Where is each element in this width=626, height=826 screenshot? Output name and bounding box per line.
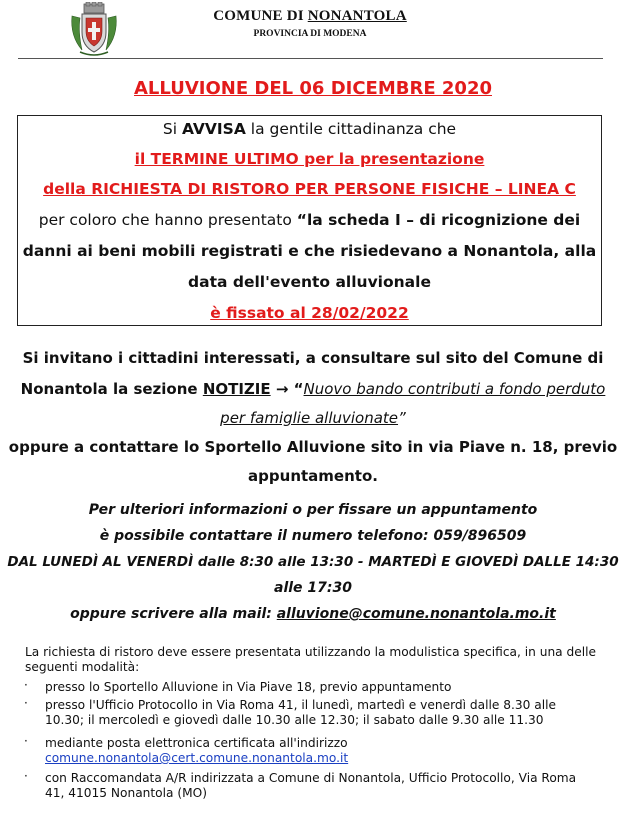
deadline-text: è fissato al 28/02/2022 bbox=[210, 304, 409, 322]
comune-name: COMUNE DI NONANTOLA bbox=[213, 8, 407, 24]
letterhead bbox=[0, 0, 626, 60]
notice-line-4: per coloro che hanno presentato “la scheda I – di ricognizione dei bbox=[38, 211, 581, 229]
invite-line-3: per famiglie alluvionate” bbox=[220, 409, 406, 427]
notice-box bbox=[17, 115, 602, 326]
invite-line-5: appuntamento. bbox=[248, 467, 378, 485]
provincia-name: PROVINCIA DI MODENA bbox=[253, 29, 367, 39]
list-item: presso lo Sportello Alluvione in Via Piave 18, previo appuntamento bbox=[45, 680, 452, 694]
modalita-intro: La richiesta di ristoro deve essere presentata utilizzando la modulistica specifica, in una delle seguenti modalità: bbox=[25, 645, 597, 674]
list-item: con Raccomandata A/R indirizzata a Comune di Nonantola, Ufficio Protocollo, Via Roma 41, 41015 Nonantola (MO) bbox=[45, 771, 577, 800]
notice-line-3: della RICHIESTA DI RISTORO PER PERSONE FISICHE – LINEA C bbox=[43, 180, 576, 198]
municipal-crest-icon bbox=[68, 2, 120, 58]
pec-email-link[interactable]: comune.nonantola@cert.comune.nonantola.mo.it bbox=[45, 751, 349, 765]
notice-line-1: Si AVVISA la gentile cittadinanza che bbox=[162, 120, 457, 138]
bullet-icon: · bbox=[24, 678, 28, 692]
header-divider bbox=[18, 58, 603, 59]
contact-line-1: Per ulteriori informazioni o per fissare un appuntamento bbox=[88, 502, 538, 518]
bando-title-link[interactable]: Nuovo bando contributi a fondo perduto bbox=[303, 380, 606, 398]
bullet-icon: · bbox=[24, 696, 28, 710]
contact-hours: DAL LUNEDÌ AL VENERDÌ dalle 8:30 alle 13:30 - MARTEDÌ E GIOVEDÌ DALLE 14:30 bbox=[7, 554, 619, 570]
invite-line-1: Si invitano i cittadini interessati, a consultare sul sito del Comune di bbox=[22, 349, 604, 367]
bullet-icon: · bbox=[24, 734, 28, 748]
notice-line-2: il TERMINE ULTIMO per la presentazione bbox=[134, 150, 485, 168]
invite-line-2: Nonantola la sezione NOTIZIE → “Nuovo bando contributi a fondo perduto bbox=[20, 380, 606, 398]
page-title: ALLUVIONE DEL 06 DICEMBRE 2020 bbox=[134, 78, 492, 99]
email-link[interactable]: alluvione@comune.nonantola.mo.it bbox=[276, 606, 556, 622]
contact-hours-end: alle 17:30 bbox=[274, 580, 352, 596]
notizie-link[interactable]: NOTIZIE bbox=[202, 380, 271, 398]
notice-line-6: data dell'evento alluvionale bbox=[188, 273, 431, 291]
contact-mail-line: oppure scrivere alla mail: alluvione@comune.nonantola.mo.it bbox=[70, 606, 556, 622]
invite-line-4: oppure a contattare lo Sportello Alluvione sito in via Piave n. 18, previo bbox=[8, 438, 618, 456]
list-item: presso l'Ufficio Protocollo in Via Roma 41, il lunedì, martedì e venerdì dalle 8.30 alle 10.30; il mercoledì e giovedì dalle 10.30 alle 12.30; il sabato dalle 9.30 alle 11.30 bbox=[45, 698, 556, 727]
list-item: mediante posta elettronica certificata all'indirizzo comune.nonantola@cert.comune.nonantola.mo.it bbox=[45, 736, 605, 766]
bullet-icon: · bbox=[24, 769, 28, 783]
notice-line-5: danni ai beni mobili registrati e che risiedevano a Nonantola, alla bbox=[22, 242, 597, 260]
contact-phone: è possibile contattare il numero telefono: 059/896509 bbox=[99, 528, 527, 544]
